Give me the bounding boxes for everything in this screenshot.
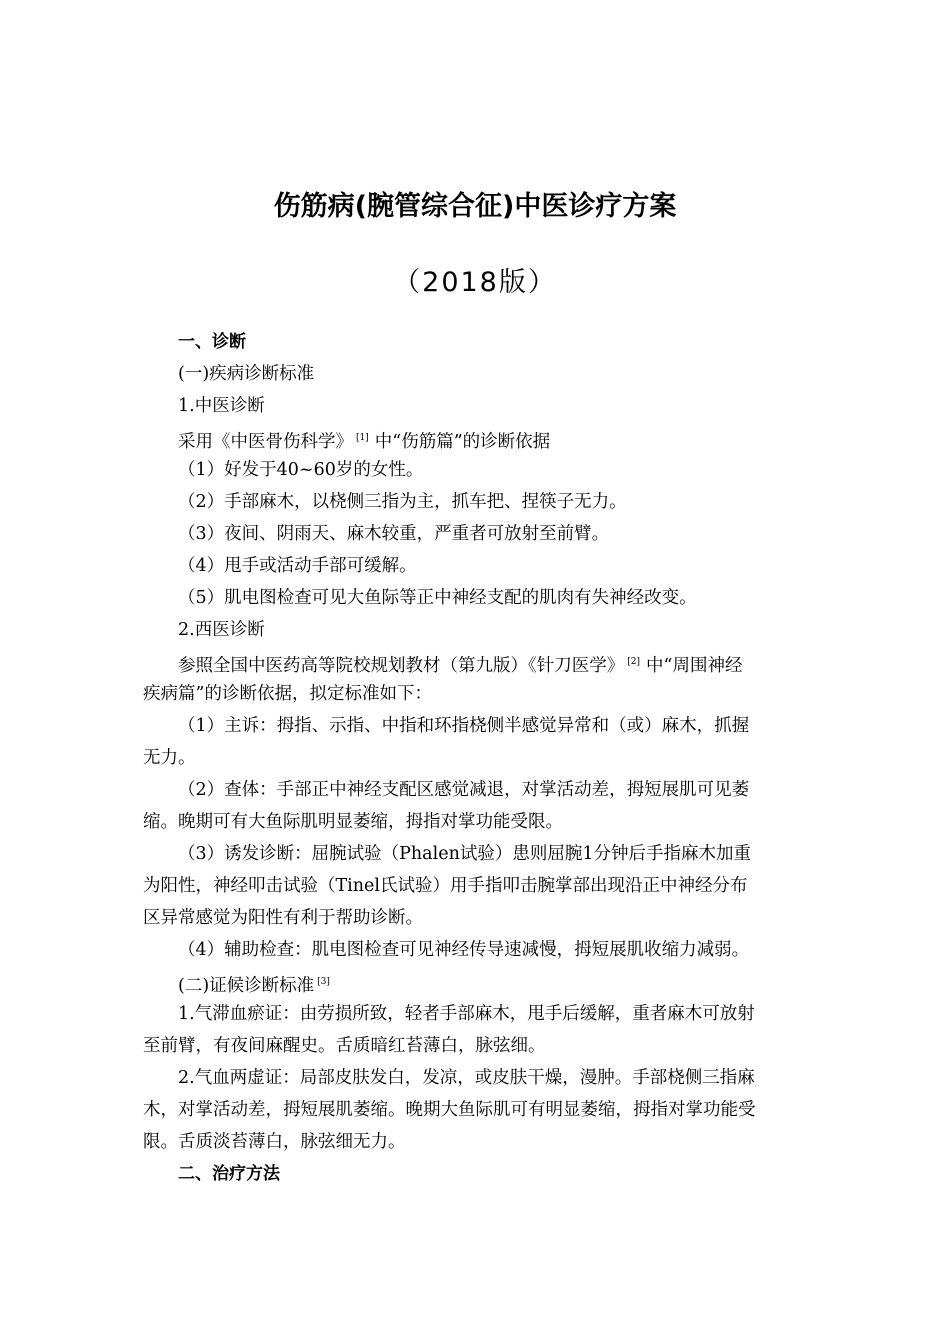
reference-marker: [2] — [627, 657, 640, 667]
paragraph-line — [178, 970, 336, 998]
line-text: （3）诱发诊断：屈腕试验（Phalen试验）患则屈腕1分钟后手指麻木加重 — [178, 844, 751, 864]
line-text: 2.气血两虚证：局部皮肤发白，发凉，或皮肤干燥，漫肿。手部桡侧三指麻 — [178, 1068, 755, 1088]
line-text: 区异常感觉为阳性有利于帮助诊断。 — [143, 908, 423, 928]
document-title: 伤筋病(腕管综合征)中医诊疗方案 — [273, 191, 677, 222]
paragraph-line — [178, 778, 749, 802]
paragraph-line — [143, 810, 563, 834]
line-text: (二)证候诊断标准 — [178, 975, 315, 996]
line-text: （4）辅助检查：肌电图检查可见神经传导速减慢，拇短展肌收缩力减弱。 — [178, 940, 750, 960]
paragraph-line — [143, 874, 748, 898]
document-subtitle: （2018版） — [393, 267, 557, 298]
paragraph-line — [178, 1066, 755, 1090]
paragraph-line — [178, 522, 609, 546]
paragraph-line — [143, 906, 423, 930]
section-heading — [178, 1162, 280, 1186]
line-text: 至前臂，有夜间麻醒史。舌质暗红苔薄白，脉弦细。 — [143, 1036, 546, 1056]
line-text: 参照全国中医药高等院校规划教材（第九版）《针刀医学》 — [178, 655, 625, 676]
paragraph-line — [178, 938, 749, 962]
line-text: 缩。晚期可有大鱼际肌明显萎缩，拇指对掌功能受限。 — [143, 812, 563, 832]
line-text: 为阳性，神经叩击试验（Tinel氏试验）用手指叩击腕掌部出现沿正中神经分布 — [143, 876, 748, 896]
paragraph-line — [143, 746, 196, 770]
line-text: （3）夜间、阴雨天、麻木较重，严重者可放射至前臂。 — [178, 524, 610, 544]
line-text: （2）查体：手部正中神经支配区感觉减退，对掌活动差，拇短展肌可见萎 — [178, 780, 750, 800]
line-text: （4）甩手或活动手部可缓解。 — [178, 556, 417, 576]
paragraph-line — [178, 362, 314, 386]
line-text: 木，对掌活动差，拇短展肌萎缩。晚期大鱼际肌可有明显萎缩，拇指对掌功能受 — [143, 1100, 756, 1120]
line-text: 一、诊断 — [178, 332, 246, 352]
line-text-continued: 中“周围神经 — [646, 655, 743, 676]
line-text: 限。舌质淡苔薄白，脉弦细无力。 — [143, 1132, 406, 1152]
line-text: （1）好发于40~60岁的女性。 — [178, 460, 424, 480]
line-text: （1）主诉：拇指、示指、中指和环指桡侧半感觉异常和（或）麻木，抓握 — [178, 716, 750, 736]
line-text: 1.中医诊断 — [178, 396, 265, 416]
paragraph-line — [143, 1098, 756, 1122]
line-text: 采用《中医骨伤科学》 — [178, 431, 353, 452]
reference-marker: [3] — [317, 977, 330, 987]
line-text: 1.气滞血瘀证：由劳损所致，轻者手部麻木，甩手后缓解，重者麻木可放射 — [178, 1004, 755, 1024]
line-text-continued: 中“伤筋篇”的诊断依据 — [374, 431, 551, 452]
paragraph-line — [178, 1002, 755, 1026]
line-text: （2）手部麻木，以桡侧三指为主，抓车把、捏筷子无力。 — [178, 492, 627, 512]
section-heading — [178, 330, 246, 354]
paragraph-line — [178, 618, 265, 642]
line-text: 无力。 — [143, 748, 196, 768]
paragraph-line — [143, 682, 432, 706]
paragraph-line — [143, 1034, 546, 1058]
paragraph-line — [178, 650, 742, 678]
paragraph-line — [143, 1130, 406, 1154]
line-text: (一)疾病诊断标准 — [178, 364, 315, 384]
line-text: 疾病篇”的诊断依据，拟定标准如下： — [143, 684, 432, 704]
reference-marker: [1] — [356, 433, 369, 443]
paragraph-line — [178, 714, 749, 738]
paragraph-line — [178, 586, 697, 610]
paragraph-line — [178, 842, 751, 866]
paragraph-line — [178, 490, 627, 514]
paragraph-line — [178, 458, 423, 482]
line-text: （5）肌电图检查可见大鱼际等正中神经支配的肌肉有失神经改变。 — [178, 588, 697, 608]
paragraph-line — [178, 394, 265, 418]
paragraph-line — [178, 426, 550, 454]
paragraph-line — [178, 554, 417, 578]
line-text: 二、治疗方法 — [178, 1164, 280, 1184]
line-text: 2.西医诊断 — [178, 620, 265, 640]
